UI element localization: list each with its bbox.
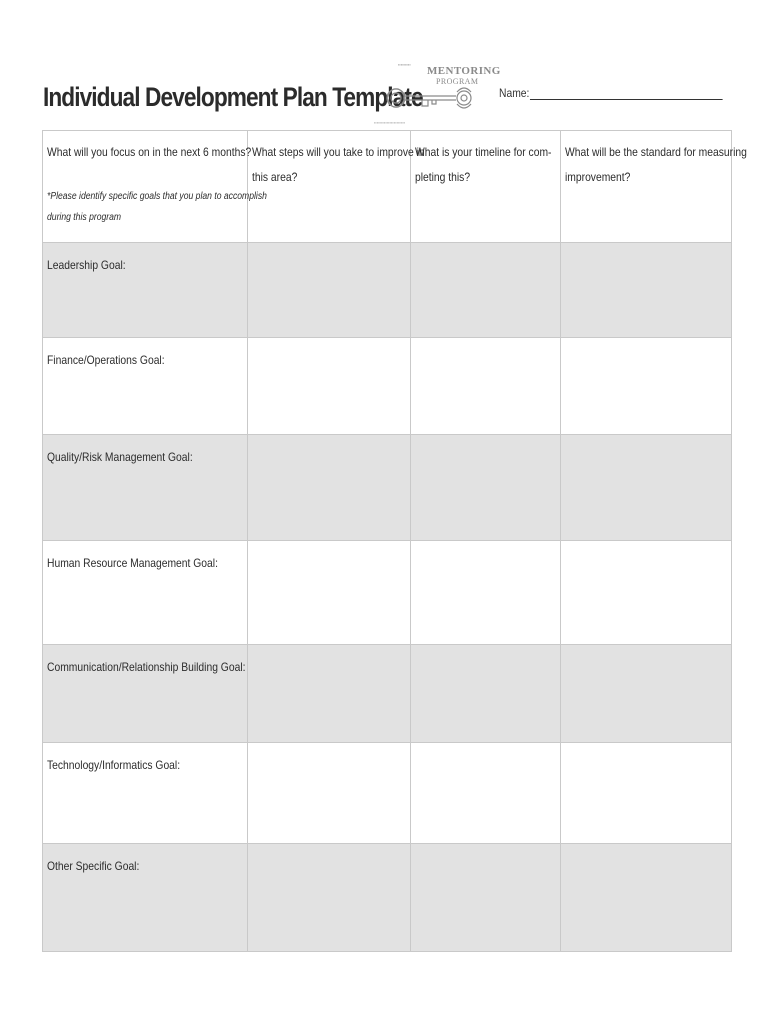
mentoring-program-logo (374, 60, 501, 130)
standard-cell[interactable] (561, 743, 732, 844)
table-row (43, 435, 732, 541)
key-icon (382, 80, 478, 116)
note-line-2: during this program (47, 212, 122, 223)
goal-label-cell (43, 243, 248, 338)
steps-cell[interactable] (248, 435, 411, 541)
table-row (43, 338, 732, 435)
logo-sub-text: PROGRAM (436, 77, 479, 86)
steps-cell[interactable] (248, 243, 411, 338)
steps-cell[interactable] (248, 844, 411, 952)
steps-cell[interactable] (248, 541, 411, 645)
standard-cell[interactable] (561, 243, 732, 338)
header-timeline-line-2: pleting this? (415, 170, 471, 184)
page-title: Individual Development Plan Template (43, 82, 423, 112)
goal-label: Communication/Relationship Building Goal: (47, 660, 246, 674)
name-label: Name: (499, 86, 530, 100)
table-row (43, 844, 732, 952)
header-steps-line-1: What steps will you take to improve in (252, 145, 425, 159)
name-input-line[interactable] (530, 87, 723, 100)
header-steps (248, 131, 425, 243)
note-line-1: *Please identify specific goals that you plan to accomplish (47, 191, 267, 202)
steps-cell[interactable] (248, 338, 411, 435)
development-plan-table (42, 130, 747, 952)
standard-cell[interactable] (561, 338, 732, 435)
table-row (43, 645, 732, 743)
goal-label: Technology/Informatics Goal: (47, 758, 181, 772)
goal-label: Leadership Goal: (47, 258, 126, 272)
header-timeline-line-1: What is your timeline for com- (415, 145, 552, 159)
header-focus (43, 131, 267, 243)
goal-label-cell (43, 435, 248, 541)
header-timeline (411, 131, 561, 243)
logo-tagline: ▪▪▪▪▪▪▪▪▪▪▪▪▪▪▪▪▪▪▪▪▪▪ (374, 120, 406, 125)
standard-cell[interactable] (561, 435, 732, 541)
standard-cell[interactable] (561, 645, 732, 743)
header-steps-line-2: this area? (252, 170, 298, 184)
standard-cell[interactable] (561, 541, 732, 645)
goal-label-cell (43, 743, 248, 844)
timeline-cell[interactable] (411, 541, 561, 645)
goal-label-cell (43, 844, 248, 952)
steps-cell[interactable] (248, 645, 411, 743)
goal-label-cell (43, 541, 248, 645)
goal-label: Finance/Operations Goal: (47, 353, 165, 367)
table-row (43, 541, 732, 645)
name-field[interactable] (499, 86, 723, 100)
table-row (43, 743, 732, 844)
steps-cell[interactable] (248, 743, 411, 844)
logo-main-text: MENTORING (427, 65, 501, 77)
goal-label-cell (43, 645, 248, 743)
timeline-cell[interactable] (411, 844, 561, 952)
goal-label: Quality/Risk Management Goal: (47, 450, 193, 464)
header-focus-note (47, 186, 267, 228)
timeline-cell[interactable] (411, 338, 561, 435)
timeline-cell[interactable] (411, 743, 561, 844)
timeline-cell[interactable] (411, 645, 561, 743)
table-row (43, 243, 732, 338)
header-standard-line-2: improvement? (565, 170, 631, 184)
logo-small-text: ▪▪▪▪▪▪▪▪▪ (398, 62, 411, 67)
goal-label: Other Specific Goal: (47, 859, 140, 873)
table-header-row (43, 131, 732, 243)
goal-label-cell (43, 338, 248, 435)
header-standard (561, 131, 747, 243)
standard-cell[interactable] (561, 844, 732, 952)
header-standard-line-1: What will be the standard for measuring (565, 145, 747, 159)
timeline-cell[interactable] (411, 243, 561, 338)
goal-label: Human Resource Management Goal: (47, 556, 218, 570)
timeline-cell[interactable] (411, 435, 561, 541)
header-focus-text: What will you focus on in the next 6 months? (47, 145, 252, 159)
